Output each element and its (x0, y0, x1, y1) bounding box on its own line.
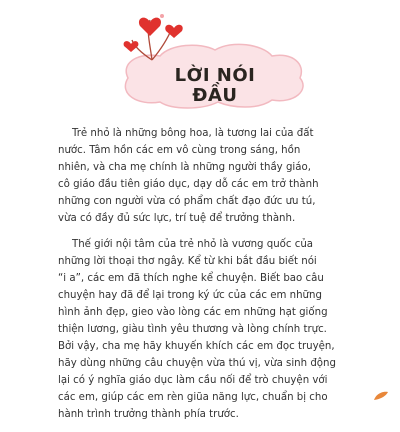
text-line: Bởi vậy, cha mẹ hãy khuyến khích các em đọc truyện, (58, 341, 335, 352)
text-line: chuyện hay đã để lại trong ký ức của các em những (58, 290, 322, 301)
paragraph-1 (58, 125, 358, 227)
text-line: nước. Tâm hồn các em vô cùng trong sáng, hồn (58, 145, 301, 156)
preface-body (58, 125, 358, 432)
text-line: nhiên, và cha mẹ chính là những người thầy giáo, (58, 162, 311, 173)
page-title: LỜI NÓI ĐẦU (174, 65, 256, 106)
text-line: những con người vừa có phẩm chất đạo đức ưu tú, (58, 196, 316, 207)
text-line: hãy dùng những câu chuyện vừa thú vị, vừa sinh động (58, 358, 336, 369)
text-line: Thế giới nội tâm của trẻ nhỏ là vương quốc của (72, 239, 314, 250)
text-line: vừa có đầy đủ sức lực, trí tuệ để trưởng thành. (58, 213, 296, 224)
heart-icon (124, 41, 139, 52)
text-line: những lời thoại thơ ngây. Kể từ khi bắt đầu biết nói (58, 256, 317, 267)
text-line: “i a”, các em đã thích nghe kể chuyện. Biết bao câu (58, 273, 324, 284)
text-line: lại có ý nghĩa giáo dục làm cầu nối để trò chuyện với (58, 375, 328, 386)
text-line: hình ảnh đẹp, gieo vào lòng các em những hạt giống (58, 307, 328, 318)
title-banner (0, 0, 400, 110)
leaf-icon (372, 390, 392, 400)
heart-dot (160, 14, 164, 18)
text-line: thiện lương, giàu tình yêu thương và lòng chính trực. (58, 324, 327, 335)
paragraph-2 (58, 236, 358, 423)
text-line: các em, giúp các em rèn giũa năng lực, chuẩn bị cho (58, 392, 328, 403)
text-line: Trẻ nhỏ là những bông hoa, là tương lai của đất (72, 128, 314, 139)
text-line: hành trình trưởng thành phía trước. (58, 409, 239, 420)
text-line: cô giáo đầu tiên giáo dục, dạy dỗ các em trở thành (58, 179, 319, 190)
